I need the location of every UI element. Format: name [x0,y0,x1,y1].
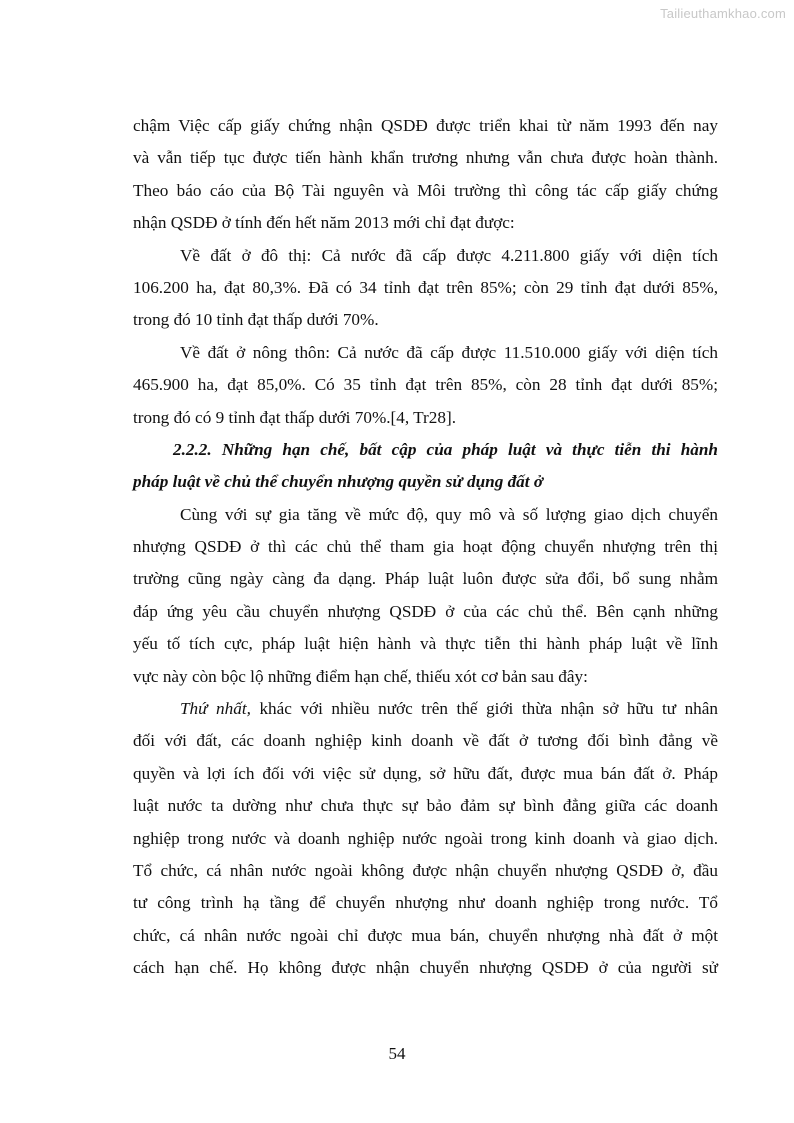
paragraph-context [133,499,718,693]
text-line: Về đất ở nông thôn: Cả nước đã cấp được 11.510.000 giấy với diện tích [180,342,718,362]
text-line: chậm Việc cấp giấy chứng nhận QSDĐ được triển khai từ năm 1993 đến nay [133,116,718,135]
text-line: đáp ứng yêu cầu chuyển nhượng QSDĐ ở của các chủ thể. Bên cạnh những [133,601,718,621]
text-line: luật nước ta dường như chưa thực sự bảo đảm sự bình đẳng giữa các doanh [133,796,718,816]
text-line: Tổ chức, cá nhân nước ngoài không được nhận chuyển nhượng QSDĐ ở, đầu [133,860,718,880]
paragraph-intro [133,110,718,240]
text-line: Về đất ở đô thị: Cả nước đã cấp được 4.211.800 giấy với diện tích [180,245,718,265]
text-line: nhận QSDĐ ở tính đến hết năm 2013 mới chỉ đạt được: [133,213,515,233]
emphasis-text: Thứ nhất, [180,699,251,719]
text-line: tư công trình hạ tầng để chuyển nhượng như doanh nghiệp trong nước. Tổ [133,893,718,913]
text-line: 106.200 ha, đạt 80,3%. Đã có 34 tỉnh đạt trên 85%; còn 29 tỉnh đạt dưới 85%, [133,277,718,297]
text-line: đối với đất, các doanh nghiệp kinh doanh về đất ở tương đối bình đẳng về [133,731,718,751]
section-heading [133,434,718,499]
heading-line: pháp luật về chủ thể chuyển nhượng quyền sử dụng đất ở [133,472,544,492]
document-body [133,110,718,985]
text-line: trong đó 10 tỉnh đạt thấp dưới 70%. [133,310,379,330]
text-line: nghiệp trong nước và doanh nghiệp nước ngoài trong kinh doanh và giao dịch. [133,828,718,848]
paragraph-rural-land [133,337,718,434]
text-line: trong đó có 9 tỉnh đạt thấp dưới 70%.[4, Tr28]. [133,407,456,427]
text-line: nhượng QSDĐ ở thì các chủ thể tham gia hoạt động chuyển nhượng trên thị [133,537,718,557]
watermark-text: Tailieuthamkhao.com [660,6,786,21]
heading-line: 2.2.2. Những hạn chế, bất cập của pháp luật và thực tiễn thi hành [173,439,718,459]
text-fragment: khác với nhiều nước trên thế giới thừa nhận sở hữu tư nhân [250,699,718,719]
text-line: Cùng với sự gia tăng về mức độ, quy mô và số lượng giao dịch chuyển [180,504,718,524]
text-line: 465.900 ha, đạt 85,0%. Có 35 tỉnh đạt trên 85%, còn 28 tỉnh đạt dưới 85%; [133,375,718,395]
text-line: chức, cá nhân nước ngoài chỉ được mua bán, chuyển nhượng nhà đất ở một [133,925,718,945]
text-line: yếu tố tích cực, pháp luật hiện hành và thực tiễn thi hành pháp luật về lĩnh [133,634,718,654]
page-number: 54 [388,1044,406,1063]
text-line: Theo báo cáo của Bộ Tài nguyên và Môi trường thì công tác cấp giấy chứng [133,180,718,200]
text-line-with-emphasis [133,693,718,725]
text-line: và vẫn tiếp tục được tiến hành khẩn trương nhưng vẫn chưa được hoàn thành. [133,148,718,168]
text-line: vực này còn bộc lộ những điểm hạn chế, thiếu xót cơ bản sau đây: [133,666,588,686]
text-line: trường cũng ngày càng đa dạng. Pháp luật luôn được sửa đổi, bổ sung nhằm [133,569,718,589]
paragraph-urban-land [133,240,718,337]
paragraph-first-point [133,693,718,985]
text-line: cách hạn chế. Họ không được nhận chuyển nhượng QSDĐ ở của người sử [133,958,718,978]
text-line: quyền và lợi ích đối với việc sử dụng, sở hữu đất, được mua bán đất ở. Pháp [133,763,718,783]
